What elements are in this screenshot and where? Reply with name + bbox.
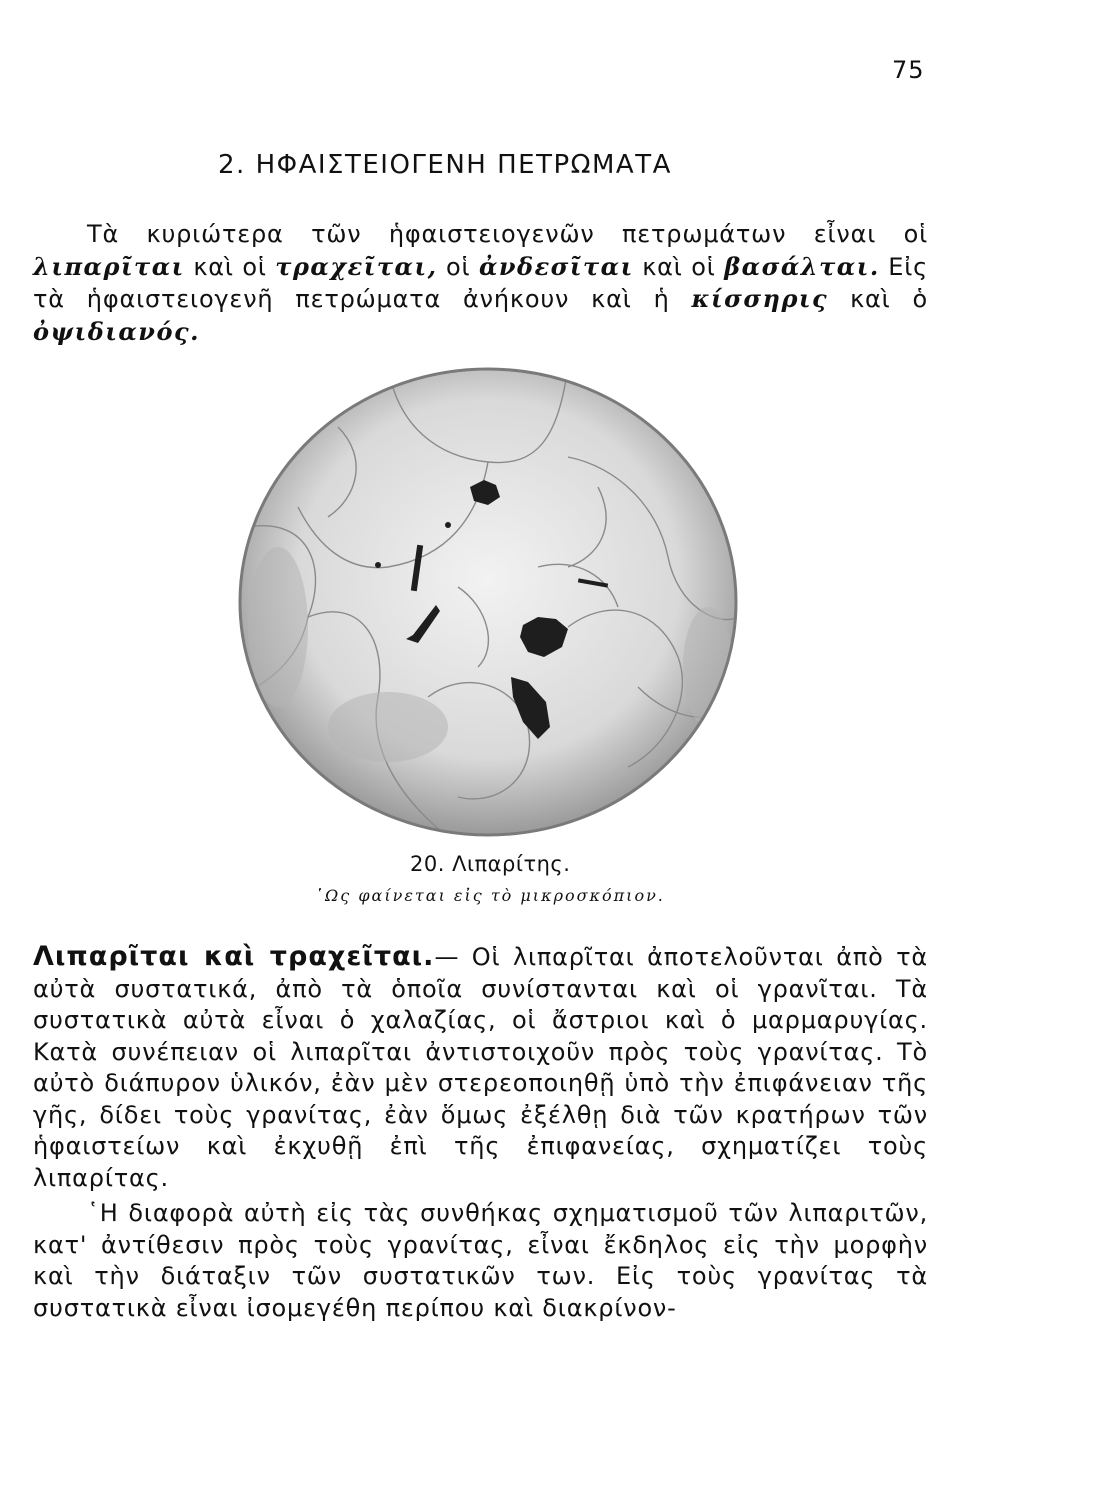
difference-paragraph: ῾Η διαφορὰ αὐτὴ εἰς τὰς συνθήκας σχηματισμοῦ τῶν λιπαριτῶν, κατ' ἀντίθεσιν πρὸς τοὺς γρανίτας, εἶναι ἔκδηλος εἰς τὴν μορφὴν καὶ τὴν διάταξιν τῶν συστατικῶν των. Εἰς τοὺς γρανίτας τὰ συστατικὰ εἶναι ἰσομεγέθη περίπου καὶ διακρίνον- — [33, 1199, 928, 1322]
term-basalts: βασάλται. — [724, 251, 880, 281]
intro-text-1: Τὰ κυριώτερα τῶν ἡφαιστειογενῶν πετρωμάτων εἶναι οἱ — [87, 220, 928, 248]
section-heading: 2. ΗΦΑΙΣΤΕΙΟΓΕΝΗ ΠΕΤΡΩΜΑΤΑ — [218, 150, 672, 180]
liparites-heading: Λιπαρῖται καὶ τραχεῖται. — [33, 941, 435, 972]
intro-text-3: οἱ — [437, 252, 479, 281]
page-number: 75 — [892, 56, 925, 84]
intro-text-4: καὶ οἱ — [633, 252, 725, 281]
term-pumice: κίσσηρις — [691, 284, 829, 313]
liparites-body: — Οἱ λιπαρῖται ἀποτελοῦνται ἀπὸ τὰ αὐτὰ συστατικά, ἀπὸ τὰ ὁποῖα συνίστανται καὶ οἱ γρανῖται. Τὰ συστατικὰ αὐτὰ εἶναι ὁ χαλαζίας, οἱ ἄστριοι καὶ ὁ μαρμαρυγίας. Κατὰ συνέπειαν οἱ λιπαρῖται ἀντιστοιχοῦν πρὸς τοὺς γρανίτας. Τὸ αὐτὸ διάπυρον ὑλικόν, ἐὰν μὲν στερεοποιηθῇ ὑπὸ τὴν ἐπιφάνειαν τῆς γῆς, δίδει τοὺς γρανίτας, ἐὰν ὅμως ἐξέλθῃ διὰ τῶν κρατήρων τῶν ἡφαιστείων καὶ ἐκχυθῇ ἐπὶ τῆς ἐπιφανείας, σχηματίζει τοὺς λιπαρίτας. — [33, 943, 928, 1192]
figure-caption: ῾Ως φαίνεται εἰς τὸ μικροσκόπιον. — [315, 886, 665, 905]
term-obsidian: ὀψιδιανός. — [33, 316, 200, 346]
microscope-field — [240, 369, 736, 835]
intro-text-5: Εἰς τὰ ἡφαιστειογενῆ πετρώματα ἀνήκουν καὶ ἡ — [33, 252, 929, 313]
figure-title: 20. Λιπαρίτης. — [410, 852, 571, 876]
term-andesites: ἀνδεσῖται — [478, 251, 634, 281]
microscope-figure — [238, 367, 738, 837]
intro-text-6: καὶ ὁ — [828, 285, 928, 313]
liparites-paragraph — [33, 941, 928, 1194]
intro-paragraph — [33, 219, 928, 348]
term-trachytes: τραχεῖται, — [275, 251, 438, 281]
term-liparites: λιπαρῖται — [33, 251, 185, 281]
intro-text-2: καὶ οἱ — [184, 252, 276, 281]
